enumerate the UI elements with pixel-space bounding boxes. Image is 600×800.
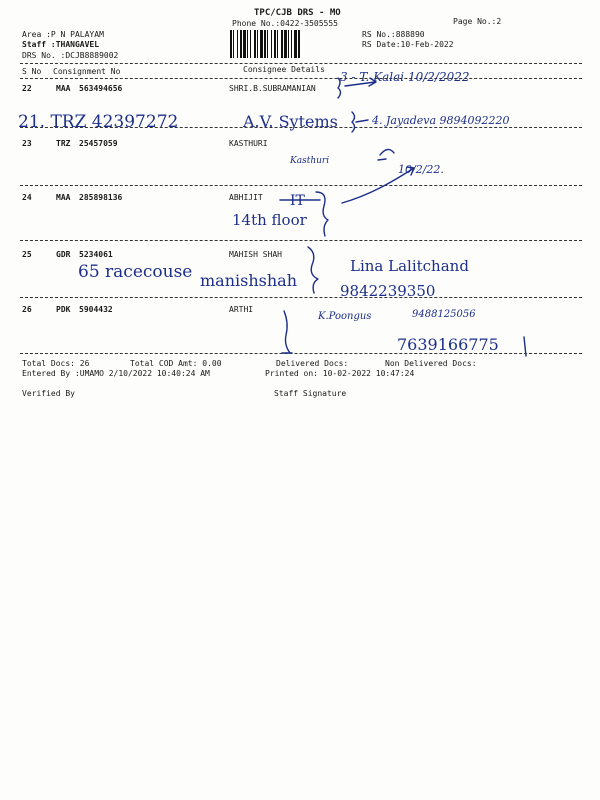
drs-number-field: DRS No. :DCJB8889002 <box>22 51 119 60</box>
row-consignee-name: ABHIJIT <box>229 193 263 202</box>
row-sno: 24 <box>22 193 32 202</box>
total-docs: Total Docs: 26 <box>22 359 90 368</box>
ink-bracket <box>338 78 341 98</box>
row-sno: 23 <box>22 139 32 148</box>
row-consignee-name: SHRI.B.SUBRAMANIAN <box>229 84 316 93</box>
row-consignment-number: 5904432 <box>79 305 113 314</box>
verified-by-label: Verified By <box>22 389 75 398</box>
non-delivered-docs: Non Delivered Docs: <box>385 359 477 368</box>
row-consignee-name: KASTHURI <box>229 139 268 148</box>
row-consignment-number: 25457059 <box>79 139 118 148</box>
ink-arrow <box>356 120 368 122</box>
column-header-consignee: Consignee Details <box>243 65 325 74</box>
handwritten-floor-note: 14th floor <box>232 211 307 229</box>
column-header-sno: S No <box>22 67 42 76</box>
handwritten-phone-number: 9488125056 <box>412 309 476 320</box>
row-prefix: TRZ <box>56 139 71 148</box>
handwritten-consignment-entry: 21. TRZ 42397272 <box>18 112 179 132</box>
ink-arrow <box>345 78 376 86</box>
column-header-consignment: Consignment No <box>53 67 121 76</box>
handwritten-address: 65 racecouse <box>78 262 193 282</box>
handwritten-signature-date: 10/2/22. <box>398 163 444 176</box>
handwritten-delivery-note: 3 - T. Kalai 10/2/2022 <box>340 70 470 84</box>
handwritten-receiver-name: Kasthuri <box>290 156 330 166</box>
staff-signature-label: Staff Signature <box>274 389 347 398</box>
entered-by: Entered By :UMAMO 2/10/2022 10:40:24 AM <box>22 369 210 378</box>
rs-date-field: RS Date:10-Feb-2022 <box>362 40 454 49</box>
ink-scribble <box>378 149 394 160</box>
handwritten-receiver-note: 4. Jayadeva 9894092220 <box>372 114 510 127</box>
area-field: Area :P N PALAYAM <box>22 30 104 39</box>
printed-on: Printed on: 10-02-2022 10:47:24 <box>265 369 415 378</box>
ink-arrow <box>342 167 414 203</box>
ink-bracket <box>352 112 355 132</box>
document-title: TPC/CJB DRS - MO <box>254 8 341 18</box>
page-number: Page No.:2 <box>453 17 502 26</box>
row-prefix: MAA <box>56 84 71 93</box>
row-consignment-number: 5234061 <box>79 250 113 259</box>
handwritten-consignee-name: A.V. Sytems <box>243 112 338 131</box>
row-consignee-name: ARTHI <box>229 305 254 314</box>
row-consignee-name: MAHISH SHAH <box>229 250 282 259</box>
ink-mark <box>524 337 526 356</box>
row-sno: 22 <box>22 84 32 93</box>
row-prefix: GDR <box>56 250 71 259</box>
row-consignment-number: 285898136 <box>79 193 123 202</box>
ink-bracket <box>308 247 318 293</box>
row-sno: 25 <box>22 250 32 259</box>
row-sno: 26 <box>22 305 32 314</box>
handwritten-department: IT <box>290 193 305 209</box>
delivered-docs: Delivered Docs: <box>276 359 349 368</box>
handwritten-phone-number: 7639166775 <box>397 335 499 354</box>
handwritten-consignee-name: manishshah <box>200 271 298 290</box>
handwritten-receiver-name: Lina Lalitchand <box>350 257 469 275</box>
staff-field: Staff :THANGAVEL <box>22 40 100 49</box>
phone-number: Phone No.:0422-3505555 <box>232 19 338 28</box>
ink-bracket <box>282 311 292 353</box>
handwritten-receiver-name: K.Poongus <box>318 311 372 322</box>
row-prefix: PDK <box>56 305 71 314</box>
handwritten-phone-number: 9842239350 <box>340 282 436 300</box>
row-prefix: MAA <box>56 193 71 202</box>
ink-bracket <box>316 192 328 236</box>
row-consignment-number: 563494656 <box>79 84 123 93</box>
total-cod-amount: Total COD Amt: 0.00 <box>130 359 222 368</box>
rs-number-field: RS No.:888890 <box>362 30 425 39</box>
